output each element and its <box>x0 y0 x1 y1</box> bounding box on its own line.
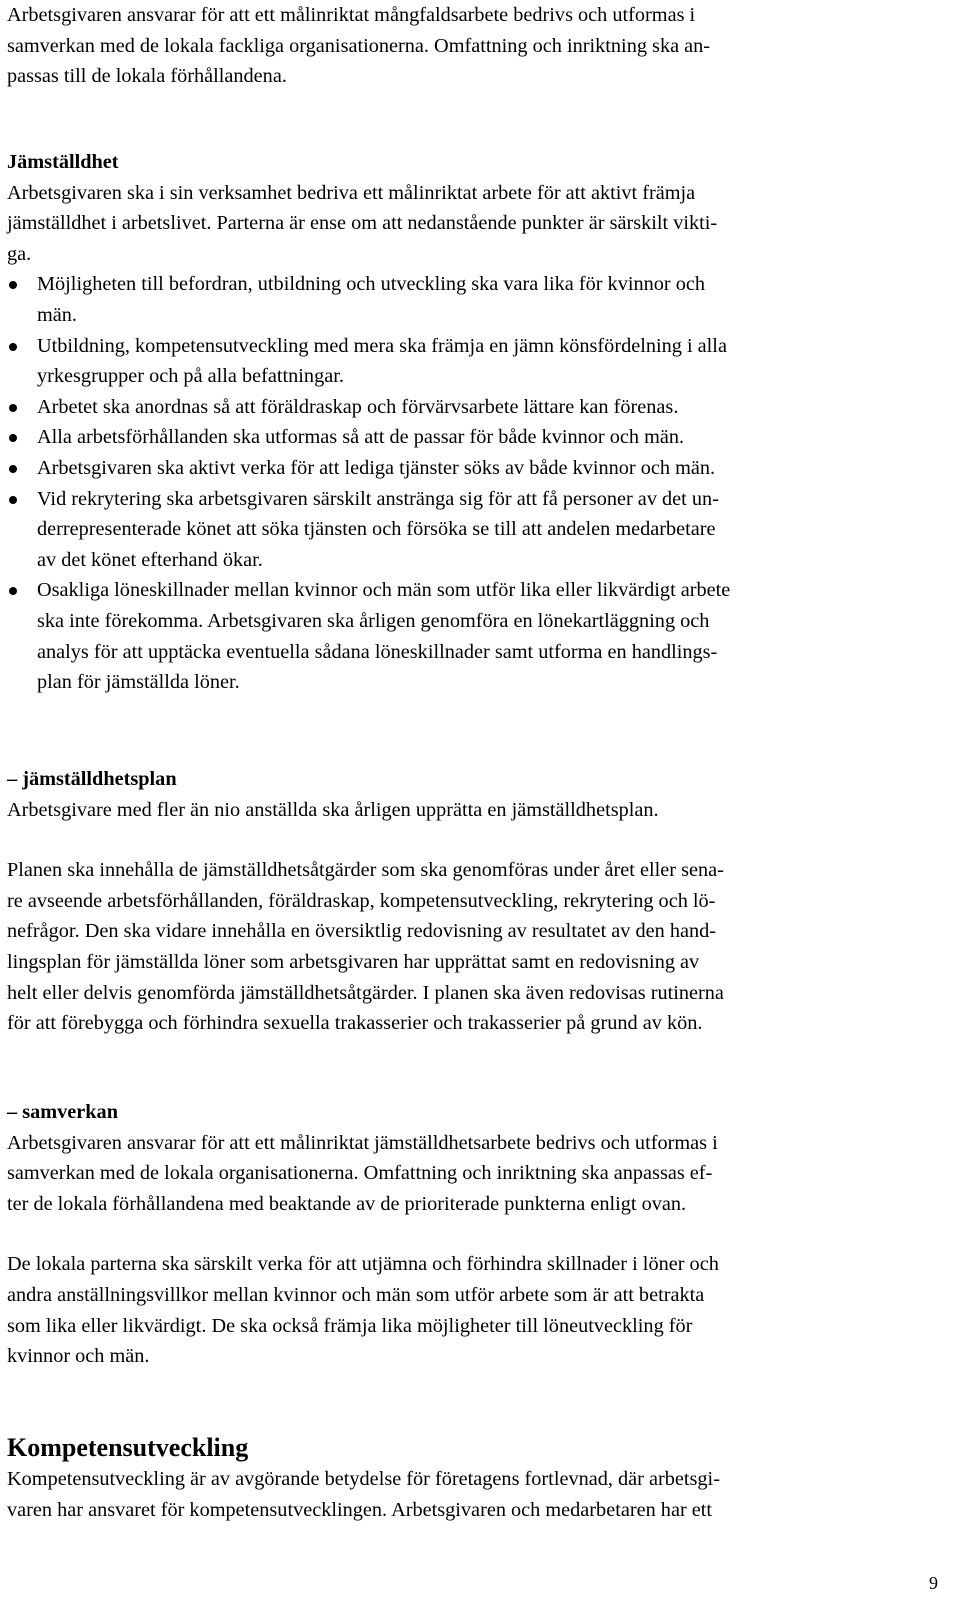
text-line: re avseende arbetsförhållanden, föräldraskap, kompetensutveckling, rekrytering och lö- <box>7 889 716 912</box>
list-item <box>7 484 945 576</box>
bullet-icon <box>9 343 17 351</box>
text-line: lingsplan för jämställda löner som arbetsgivaren har upprättat samt en redovisning av <box>7 950 700 973</box>
text-line: Osakliga löneskillnader mellan kvinnor och män som utför lika eller likvärdigt arbete <box>37 579 731 602</box>
section-heading: Jämställdhet <box>7 151 119 173</box>
text-line: Arbetsgivaren ska aktivt verka för att lediga tjänster söks av både kvinnor och män. <box>37 456 716 479</box>
text-line: kvinnor och män. <box>7 1345 150 1368</box>
text-line: som lika eller likvärdigt. De ska också främja lika möjligheter till löneutveckling för <box>7 1314 693 1337</box>
list-item <box>7 453 945 484</box>
bullet-icon <box>9 281 17 289</box>
text-line: Planen ska innehålla de jämställdhetsåtgärder som ska genomföras under året eller sena- <box>7 859 724 882</box>
list-item <box>7 575 945 697</box>
text-line: plan för jämställda löner. <box>37 671 240 694</box>
text-line: samverkan med de lokala organisationerna. Omfattning och inriktning ska anpassas ef- <box>7 1162 713 1185</box>
list-item <box>7 331 945 392</box>
text-line: derrepresenterade könet att söka tjänsten och försöka se till att andelen medarbetare <box>37 518 716 541</box>
text-line: passas till de lokala förhållandena. <box>7 65 287 88</box>
section-heading: Kompetensutveckling <box>7 1433 249 1462</box>
text-line: Arbetsgivaren ansvarar för att ett målinriktat mångfaldsarbete bedrivs och utformas i <box>7 4 696 26</box>
text-line: andra anställningsvillkor mellan kvinnor och män som utför arbete som är att betrakta <box>7 1283 705 1306</box>
section-subheading: – samverkan <box>7 1101 118 1123</box>
text-line: varen har ansvaret för kompetensutvecklingen. Arbetsgivaren och medarbetaren har ett <box>7 1498 713 1521</box>
text-line: jämställdhet i arbetslivet. Parterna är ense om att nedanstående punkter är särskilt vikti- <box>7 212 718 235</box>
bullet-list <box>7 269 945 697</box>
text-line: Arbetet ska anordnas så att föräldraskap och förvärvsarbete lättare kan förenas. <box>37 395 679 418</box>
text-line: nefrågor. Den ska vidare innehålla en översiktlig redovisning av resultatet av den hand- <box>7 920 717 943</box>
list-item <box>7 392 945 423</box>
jamstalldhet-section <box>7 147 945 698</box>
text-line: Arbetsgivare med fler än nio anställda ska årligen upprätta en jämställdhetsplan. <box>7 798 659 821</box>
text-line: De lokala parterna ska särskilt verka för att utjämna och förhindra skillnader i löner och <box>7 1253 719 1276</box>
bullet-icon <box>9 404 17 412</box>
bullet-icon <box>9 434 17 442</box>
text-line: ska inte förekomma. Arbetsgivaren ska årligen genomföra en lönekartläggning och <box>37 609 710 632</box>
text-line: Alla arbetsförhållanden ska utformas så att de passar för både kvinnor och män. <box>37 426 685 449</box>
bullet-icon <box>9 465 17 473</box>
kompetensutveckling-section <box>7 1432 945 1525</box>
samverkan-section <box>7 1097 945 1372</box>
text-line: Utbildning, kompetensutveckling med mera ska främja en jämn könsfördelning i alla <box>37 334 727 357</box>
jamstalldhetsplan-section <box>7 764 945 1039</box>
text-line: helt eller delvis genomförda jämställdhetsåtgärder. I planen ska även redovisas rutinerna <box>7 981 724 1004</box>
text-line: Vid rekrytering ska arbetsgivaren särskilt anstränga sig för att få personer av det un- <box>37 487 719 510</box>
text-line: Arbetsgivaren ansvarar för att ett målinriktat jämställdhetsarbete bedrivs och utformas i <box>7 1131 718 1154</box>
text-line: för att förebygga och förhindra sexuella trakasserier och trakasserier på grund av kön. <box>7 1012 703 1035</box>
text-line: ga. <box>7 242 32 265</box>
page-number: 9 <box>929 1573 938 1593</box>
text-line: Arbetsgivaren ska i sin verksamhet bedriva ett målinriktat arbete för att aktivt främja <box>7 181 696 204</box>
bullet-icon <box>9 587 17 595</box>
text-line: Möjligheten till befordran, utbildning och utveckling ska vara lika för kvinnor och <box>37 273 705 296</box>
text-line: yrkesgrupper och på alla befattningar. <box>37 365 344 388</box>
text-line: män. <box>37 303 77 326</box>
text-line: analys för att upptäcka eventuella sådana löneskillnader samt utforma en handlings- <box>37 640 718 663</box>
list-item <box>7 422 945 453</box>
text-line: samverkan med de lokala fackliga organisationerna. Omfattning och inriktning ska an- <box>7 34 711 57</box>
text-line: Kompetensutveckling är av avgörande betydelse för företagens fortlevnad, där arbetsgi- <box>7 1468 720 1490</box>
list-item <box>7 269 945 330</box>
text-line: ter de lokala förhållandena med beaktande av de prioriterade punkterna enligt ovan. <box>7 1192 687 1215</box>
text-line: av det könet efterhand ökar. <box>37 548 263 571</box>
intro-paragraph <box>7 0 710 92</box>
bullet-icon <box>9 496 17 504</box>
section-subheading: – jämställdhetsplan <box>7 768 177 790</box>
